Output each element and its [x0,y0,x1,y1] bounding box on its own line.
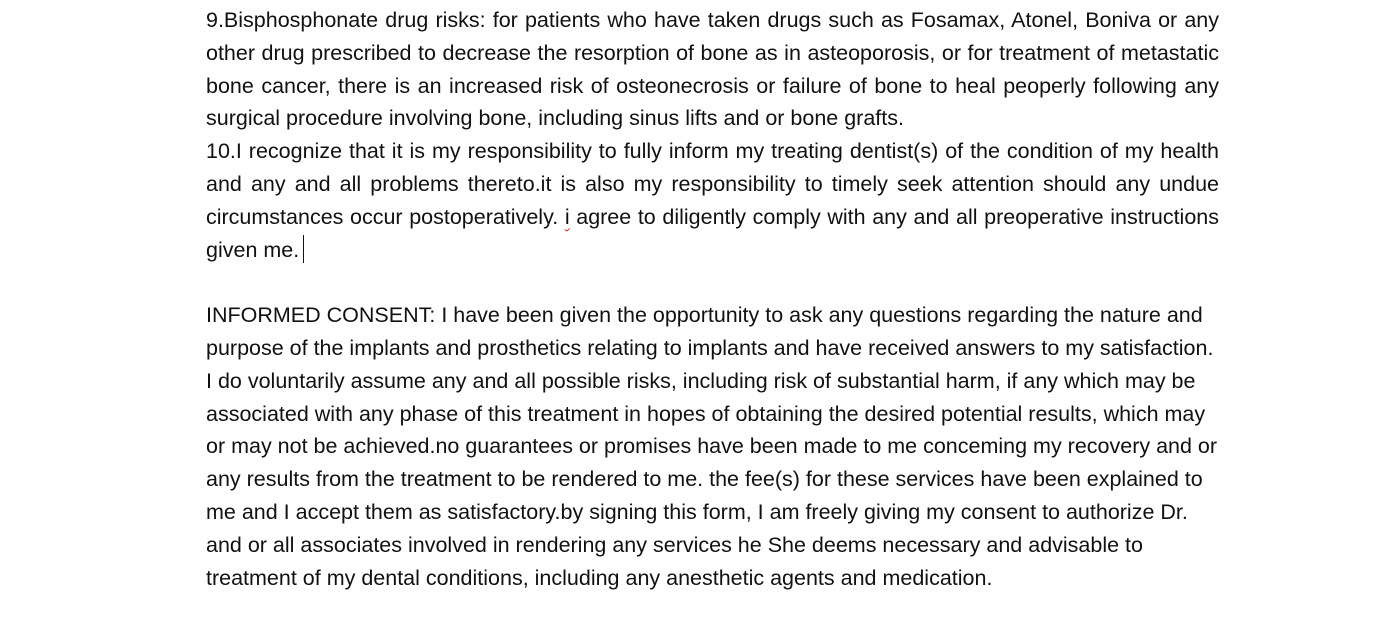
item-10-text-end: agree to diligently comply with any and all preoperative instructions given me. [206,204,1219,262]
blank-line [206,266,1219,299]
item-10-text-start: 10.I recognize that it is my responsibility to fully inform my treating dentist(s) of the condition of my health and any and all problems thereto.it is also my responsibility to timely seek attention should any undue circumstances occur postoperatively. [206,139,1219,229]
paragraph-item-9[interactable]: 9.Bisphosphonate drug risks: for patients who have taken drugs such as Fosamax, Atonel, Boniva or any other drug prescribed to decrease the resorption of bone as in asteoporosis, or for treatment of metastatic bone cancer, there is an increased risk of osteonecrosis or failure of bone to heal peoperly following any surgical procedure involving bone, including sinus lifts and or bone grafts. [206,8,1219,131]
document-body[interactable] [206,4,1219,594]
text-cursor [303,235,304,263]
paragraph-item-10[interactable] [206,135,1219,266]
paragraph-informed-consent[interactable]: INFORMED CONSENT: I have been given the opportunity to ask any questions regarding the nature and purpose of the implants and prosthetics relating to implants and have received answers to my satisfaction. I do voluntarily assume any and all possible risks, including risk of substantial harm, if any which may be associated with any phase of this treatment in hopes of obtaining the desired potential results, which may or may not be achieved.no guarantees or promises have been made to me conceming my recovery and or any results from the treatment to be rendered to me. the fee(s) for these services have been explained to me and I accept them as satisfactory.by signing this form, I am freely giving my consent to authorize Dr. and or all associates involved in rendering any services he She deems necessary and advisable to treatment of my dental conditions, including any anesthetic agents and medication. [206,303,1218,590]
misspelled-word[interactable]: i [564,204,570,229]
